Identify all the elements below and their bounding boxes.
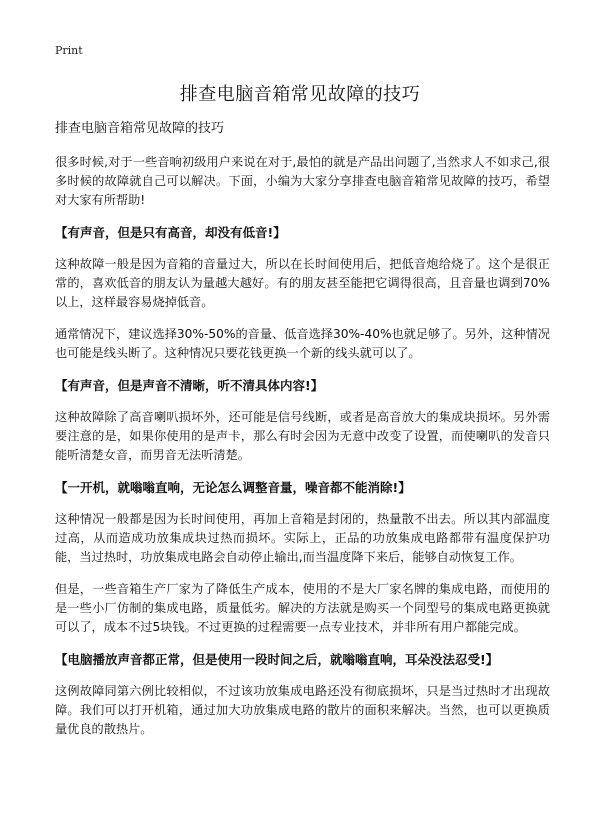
page-title: 排查电脑音箱常见故障的技巧 <box>179 84 421 105</box>
section-heading-3: 【一开机，就嗡嗡直响，无论怎么调整音量，噪音都不能消除!】 <box>55 480 411 495</box>
print-link[interactable]: Print <box>55 44 83 57</box>
section-3-paragraph-1: 这种情况一般都是因为长时间使用，再加上音箱是封闭的，热量散不出去。所以其内部温度过高，从而造成功放集成块过热而损坏。实际上，正品的功放集成电路都带有温度保护功能，当过热时，功放集成电路会自动停止输出,而当温度降下来后，能够自动恢复工作。 <box>55 512 550 564</box>
intro-paragraph: 很多时候,对于一些音响初级用户来说在对于,最怕的就是产品出问题了,当然求人不如求己,很多时候的故障就自己可以解决。下面，小编为大家分享排查电脑音箱常见故障的技巧，希望对大家有所帮助! <box>55 155 550 207</box>
section-4-paragraph-1: 这例故障同第六例比较相似，不过该功放集成电路还没有彻底损坏，只是当过热时才出现故障。我们可以打开机箱，通过加大功放集成电路的散片的面积来解决。当然，也可以更换质量优良的散热片。 <box>55 684 550 736</box>
section-2-paragraph-1: 这种故障除了高音喇叭损坏外，还可能是信号线断，或者是高音放大的集成块损坏。另外需要注意的是，如果你使用的是声卡，那么有时会因为无意中改变了设置，而使喇叭的发音只能听清楚女音，而男音无法听清楚。 <box>55 410 550 462</box>
section-1-paragraph-2: 通常情况下，建议选择30%-50%的音量、低音选择30%-40%也就足够了。另外，这种情况也可能是线头断了。这种情况只要花钱更换一个新的线头就可以了。 <box>55 327 550 360</box>
article-body <box>55 119 550 752</box>
section-heading-1: 【有声音，但是只有高音，却没有低音!】 <box>55 225 286 240</box>
section-heading-4: 【电脑播放声音都正常，但是使用一段时间之后，就嗡嗡直响，耳朵没法忍受!】 <box>55 652 499 667</box>
article-subtitle: 排查电脑音箱常见故障的技巧 <box>55 121 225 136</box>
section-3-paragraph-2: 但是，一些音箱生产厂家为了降低生产成本，使用的不是大厂家名牌的集成电路，而使用的是一些小厂仿制的集成电路，质量低劣。解决的方法就是购买一个同型号的集成电路更换就可以了，成本不过5块钱。不过更换的过程需要一点专业技术，并非所有用户都能完成。 <box>55 582 550 634</box>
section-heading-2: 【有声音，但是声音不清晰，听不清具体内容!】 <box>55 378 324 393</box>
section-1-paragraph-1: 这种故障一般是因为音箱的音量过大，所以在长时间使用后，把低音炮给烧了。这个是很正常的，喜欢低音的朋友认为量越大越好。有的朋友甚至能把它调得很高，且音量也调到70%以上，这样最容易烧掉低音。 <box>55 257 550 309</box>
